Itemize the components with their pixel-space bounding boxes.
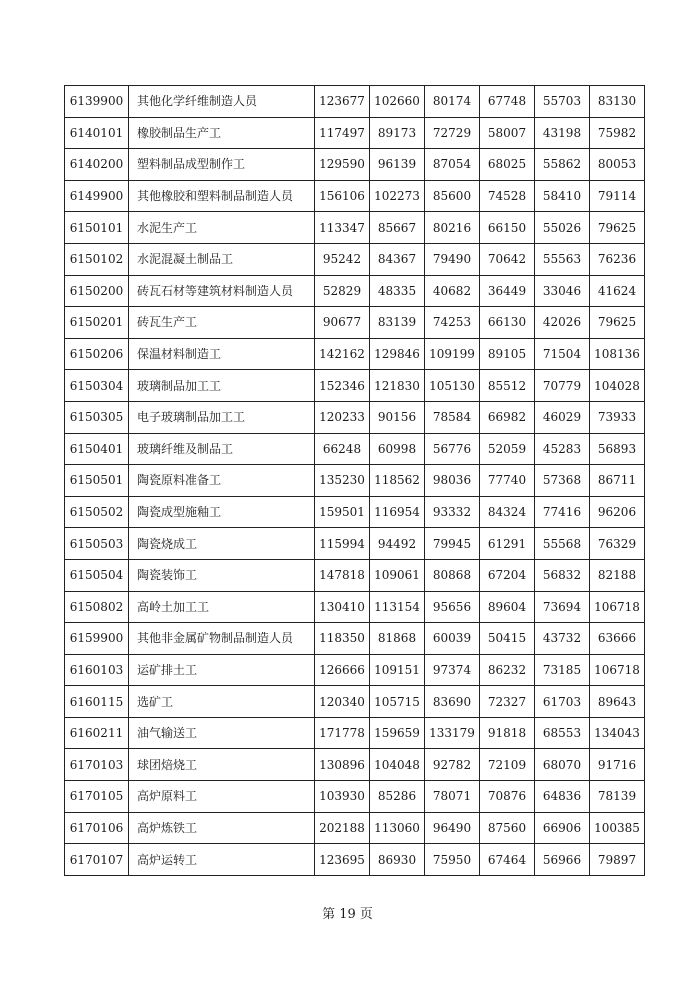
wage-value-cell: 70642 bbox=[480, 243, 535, 275]
wage-value-cell: 109199 bbox=[425, 338, 480, 370]
wage-value-cell: 52059 bbox=[480, 433, 535, 465]
wage-value-cell: 79945 bbox=[425, 528, 480, 560]
wage-value-cell: 159659 bbox=[370, 717, 425, 749]
occupation-name-cell: 其他化学纤维制造人员 bbox=[129, 86, 315, 118]
wage-value-cell: 89173 bbox=[370, 117, 425, 149]
wage-value-cell: 55026 bbox=[535, 212, 590, 244]
occupation-code-cell: 6150401 bbox=[65, 433, 129, 465]
wage-value-cell: 58410 bbox=[535, 180, 590, 212]
wage-value-cell: 50415 bbox=[480, 623, 535, 655]
wage-value-cell: 80868 bbox=[425, 559, 480, 591]
wage-value-cell: 130896 bbox=[315, 749, 370, 781]
occupation-name-cell: 运矿排土工 bbox=[129, 654, 315, 686]
wage-value-cell: 93332 bbox=[425, 496, 480, 528]
wage-value-cell: 70876 bbox=[480, 781, 535, 813]
wage-value-cell: 156106 bbox=[315, 180, 370, 212]
occupation-name-cell: 水泥生产工 bbox=[129, 212, 315, 244]
occupation-name-cell: 其他橡胶和塑料制品制造人员 bbox=[129, 180, 315, 212]
wage-value-cell: 40682 bbox=[425, 275, 480, 307]
occupation-code-cell: 6150101 bbox=[65, 212, 129, 244]
wage-value-cell: 80216 bbox=[425, 212, 480, 244]
wage-value-cell: 95242 bbox=[315, 243, 370, 275]
occupation-name-cell: 玻璃制品加工工 bbox=[129, 370, 315, 402]
wage-value-cell: 84324 bbox=[480, 496, 535, 528]
wage-value-cell: 106718 bbox=[590, 591, 645, 623]
table-row bbox=[65, 180, 645, 212]
wage-value-cell: 100385 bbox=[590, 812, 645, 844]
wage-value-cell: 171778 bbox=[315, 717, 370, 749]
wage-value-cell: 82188 bbox=[590, 559, 645, 591]
occupation-code-cell: 6150504 bbox=[65, 559, 129, 591]
wage-value-cell: 142162 bbox=[315, 338, 370, 370]
wage-value-cell: 117497 bbox=[315, 117, 370, 149]
table-row bbox=[65, 749, 645, 781]
occupation-name-cell: 高炉原料工 bbox=[129, 781, 315, 813]
occupation-code-cell: 6150201 bbox=[65, 307, 129, 339]
wage-value-cell: 68553 bbox=[535, 717, 590, 749]
occupation-code-cell: 6160211 bbox=[65, 717, 129, 749]
wage-value-cell: 57368 bbox=[535, 465, 590, 497]
occupation-name-cell: 高岭土加工工 bbox=[129, 591, 315, 623]
wage-value-cell: 68070 bbox=[535, 749, 590, 781]
wage-value-cell: 85286 bbox=[370, 781, 425, 813]
occupation-name-cell: 玻璃纤维及制品工 bbox=[129, 433, 315, 465]
occupation-code-cell: 6139900 bbox=[65, 86, 129, 118]
wage-value-cell: 89643 bbox=[590, 686, 645, 718]
wage-value-cell: 61703 bbox=[535, 686, 590, 718]
wage-value-cell: 80174 bbox=[425, 86, 480, 118]
occupation-name-cell: 塑料制品成型制作工 bbox=[129, 149, 315, 181]
wage-value-cell: 86930 bbox=[370, 844, 425, 876]
wage-value-cell: 80053 bbox=[590, 149, 645, 181]
wage-value-cell: 58007 bbox=[480, 117, 535, 149]
wage-value-cell: 90156 bbox=[370, 401, 425, 433]
wage-value-cell: 67464 bbox=[480, 844, 535, 876]
wage-value-cell: 94492 bbox=[370, 528, 425, 560]
occupation-name-cell: 电子玻璃制品加工工 bbox=[129, 401, 315, 433]
wage-value-cell: 75982 bbox=[590, 117, 645, 149]
wage-value-cell: 96490 bbox=[425, 812, 480, 844]
wage-value-cell: 73933 bbox=[590, 401, 645, 433]
wage-value-cell: 84367 bbox=[370, 243, 425, 275]
wage-value-cell: 91818 bbox=[480, 717, 535, 749]
wage-value-cell: 121830 bbox=[370, 370, 425, 402]
wage-value-cell: 78071 bbox=[425, 781, 480, 813]
wage-value-cell: 85512 bbox=[480, 370, 535, 402]
wage-value-cell: 86232 bbox=[480, 654, 535, 686]
wage-value-cell: 83139 bbox=[370, 307, 425, 339]
wage-value-cell: 109151 bbox=[370, 654, 425, 686]
wage-value-cell: 43198 bbox=[535, 117, 590, 149]
wage-value-cell: 60998 bbox=[370, 433, 425, 465]
wage-value-cell: 96139 bbox=[370, 149, 425, 181]
wage-value-cell: 79490 bbox=[425, 243, 480, 275]
occupation-name-cell: 保温材料制造工 bbox=[129, 338, 315, 370]
wage-value-cell: 79114 bbox=[590, 180, 645, 212]
wage-value-cell: 95656 bbox=[425, 591, 480, 623]
wage-value-cell: 76236 bbox=[590, 243, 645, 275]
wage-value-cell: 70779 bbox=[535, 370, 590, 402]
table-row bbox=[65, 117, 645, 149]
wage-value-cell: 92782 bbox=[425, 749, 480, 781]
wage-value-cell: 64836 bbox=[535, 781, 590, 813]
wage-value-cell: 135230 bbox=[315, 465, 370, 497]
wage-value-cell: 129590 bbox=[315, 149, 370, 181]
occupation-name-cell: 高炉炼铁工 bbox=[129, 812, 315, 844]
wage-value-cell: 118350 bbox=[315, 623, 370, 655]
wage-value-cell: 87560 bbox=[480, 812, 535, 844]
wage-value-cell: 123677 bbox=[315, 86, 370, 118]
wage-value-cell: 74528 bbox=[480, 180, 535, 212]
occupation-code-cell: 6170106 bbox=[65, 812, 129, 844]
occupation-name-cell: 其他非金属矿物制品制造人员 bbox=[129, 623, 315, 655]
wage-value-cell: 85667 bbox=[370, 212, 425, 244]
wage-value-cell: 55563 bbox=[535, 243, 590, 275]
wage-value-cell: 63666 bbox=[590, 623, 645, 655]
wage-value-cell: 43732 bbox=[535, 623, 590, 655]
occupation-code-cell: 6149900 bbox=[65, 180, 129, 212]
wage-value-cell: 76329 bbox=[590, 528, 645, 560]
occupation-name-cell: 陶瓷装饰工 bbox=[129, 559, 315, 591]
occupation-name-cell: 陶瓷原料准备工 bbox=[129, 465, 315, 497]
wage-value-cell: 152346 bbox=[315, 370, 370, 402]
wage-value-cell: 33046 bbox=[535, 275, 590, 307]
wage-value-cell: 85600 bbox=[425, 180, 480, 212]
wage-value-cell: 45283 bbox=[535, 433, 590, 465]
wage-value-cell: 113060 bbox=[370, 812, 425, 844]
table-row bbox=[65, 307, 645, 339]
wage-value-cell: 91716 bbox=[590, 749, 645, 781]
wage-value-cell: 41624 bbox=[590, 275, 645, 307]
wage-table bbox=[64, 85, 645, 876]
occupation-code-cell: 6170105 bbox=[65, 781, 129, 813]
wage-value-cell: 42026 bbox=[535, 307, 590, 339]
wage-value-cell: 102660 bbox=[370, 86, 425, 118]
wage-value-cell: 56893 bbox=[590, 433, 645, 465]
table-row bbox=[65, 623, 645, 655]
wage-value-cell: 133179 bbox=[425, 717, 480, 749]
table-row bbox=[65, 401, 645, 433]
occupation-code-cell: 6170103 bbox=[65, 749, 129, 781]
wage-value-cell: 123695 bbox=[315, 844, 370, 876]
occupation-code-cell: 6160115 bbox=[65, 686, 129, 718]
occupation-code-cell: 6150305 bbox=[65, 401, 129, 433]
wage-value-cell: 89105 bbox=[480, 338, 535, 370]
occupation-name-cell: 水泥混凝土制品工 bbox=[129, 243, 315, 275]
table-row bbox=[65, 781, 645, 813]
wage-value-cell: 120233 bbox=[315, 401, 370, 433]
occupation-name-cell: 砖瓦石材等建筑材料制造人员 bbox=[129, 275, 315, 307]
wage-value-cell: 89604 bbox=[480, 591, 535, 623]
wage-value-cell: 67748 bbox=[480, 86, 535, 118]
wage-value-cell: 118562 bbox=[370, 465, 425, 497]
wage-value-cell: 66982 bbox=[480, 401, 535, 433]
wage-value-cell: 106718 bbox=[590, 654, 645, 686]
table-row bbox=[65, 844, 645, 876]
wage-value-cell: 61291 bbox=[480, 528, 535, 560]
wage-value-cell: 55568 bbox=[535, 528, 590, 560]
wage-value-cell: 78584 bbox=[425, 401, 480, 433]
wage-value-cell: 115994 bbox=[315, 528, 370, 560]
wage-value-cell: 77416 bbox=[535, 496, 590, 528]
wage-value-cell: 108136 bbox=[590, 338, 645, 370]
occupation-code-cell: 6159900 bbox=[65, 623, 129, 655]
table-row bbox=[65, 338, 645, 370]
occupation-name-cell: 高炉运转工 bbox=[129, 844, 315, 876]
wage-value-cell: 66906 bbox=[535, 812, 590, 844]
wage-value-cell: 73694 bbox=[535, 591, 590, 623]
table-row bbox=[65, 243, 645, 275]
wage-value-cell: 78139 bbox=[590, 781, 645, 813]
wage-value-cell: 81868 bbox=[370, 623, 425, 655]
occupation-name-cell: 球团焙烧工 bbox=[129, 749, 315, 781]
wage-value-cell: 56966 bbox=[535, 844, 590, 876]
wage-value-cell: 120340 bbox=[315, 686, 370, 718]
occupation-code-cell: 6150102 bbox=[65, 243, 129, 275]
table-row bbox=[65, 559, 645, 591]
occupation-code-cell: 6160103 bbox=[65, 654, 129, 686]
wage-value-cell: 134043 bbox=[590, 717, 645, 749]
wage-value-cell: 97374 bbox=[425, 654, 480, 686]
occupation-code-cell: 6150503 bbox=[65, 528, 129, 560]
occupation-code-cell: 6150802 bbox=[65, 591, 129, 623]
occupation-code-cell: 6170107 bbox=[65, 844, 129, 876]
table-row bbox=[65, 212, 645, 244]
occupation-name-cell: 陶瓷成型施釉工 bbox=[129, 496, 315, 528]
occupation-code-cell: 6150304 bbox=[65, 370, 129, 402]
wage-value-cell: 98036 bbox=[425, 465, 480, 497]
wage-value-cell: 113154 bbox=[370, 591, 425, 623]
wage-value-cell: 66130 bbox=[480, 307, 535, 339]
table-row bbox=[65, 433, 645, 465]
table-row bbox=[65, 717, 645, 749]
wage-value-cell: 126666 bbox=[315, 654, 370, 686]
wage-value-cell: 90677 bbox=[315, 307, 370, 339]
wage-value-cell: 48335 bbox=[370, 275, 425, 307]
occupation-name-cell: 油气输送工 bbox=[129, 717, 315, 749]
table-body bbox=[65, 86, 645, 876]
wage-value-cell: 60039 bbox=[425, 623, 480, 655]
table-row bbox=[65, 654, 645, 686]
wage-value-cell: 83130 bbox=[590, 86, 645, 118]
wage-value-cell: 113347 bbox=[315, 212, 370, 244]
table-row bbox=[65, 591, 645, 623]
table-row bbox=[65, 496, 645, 528]
wage-value-cell: 79897 bbox=[590, 844, 645, 876]
table-row bbox=[65, 528, 645, 560]
wage-value-cell: 66248 bbox=[315, 433, 370, 465]
wage-value-cell: 72109 bbox=[480, 749, 535, 781]
wage-value-cell: 77740 bbox=[480, 465, 535, 497]
wage-value-cell: 75950 bbox=[425, 844, 480, 876]
wage-value-cell: 72729 bbox=[425, 117, 480, 149]
wage-value-cell: 102273 bbox=[370, 180, 425, 212]
wage-value-cell: 87054 bbox=[425, 149, 480, 181]
wage-value-cell: 72327 bbox=[480, 686, 535, 718]
table-row bbox=[65, 812, 645, 844]
occupation-code-cell: 6150206 bbox=[65, 338, 129, 370]
wage-value-cell: 96206 bbox=[590, 496, 645, 528]
wage-value-cell: 159501 bbox=[315, 496, 370, 528]
occupation-code-cell: 6140101 bbox=[65, 117, 129, 149]
wage-value-cell: 147818 bbox=[315, 559, 370, 591]
occupation-name-cell: 陶瓷烧成工 bbox=[129, 528, 315, 560]
wage-value-cell: 109061 bbox=[370, 559, 425, 591]
wage-value-cell: 103930 bbox=[315, 781, 370, 813]
wage-value-cell: 67204 bbox=[480, 559, 535, 591]
table-row bbox=[65, 370, 645, 402]
occupation-code-cell: 6150502 bbox=[65, 496, 129, 528]
occupation-name-cell: 橡胶制品生产工 bbox=[129, 117, 315, 149]
wage-value-cell: 105715 bbox=[370, 686, 425, 718]
wage-value-cell: 36449 bbox=[480, 275, 535, 307]
wage-value-cell: 71504 bbox=[535, 338, 590, 370]
wage-value-cell: 104048 bbox=[370, 749, 425, 781]
wage-value-cell: 56776 bbox=[425, 433, 480, 465]
wage-value-cell: 116954 bbox=[370, 496, 425, 528]
table-row bbox=[65, 686, 645, 718]
occupation-code-cell: 6150200 bbox=[65, 275, 129, 307]
wage-value-cell: 66150 bbox=[480, 212, 535, 244]
wage-value-cell: 83690 bbox=[425, 686, 480, 718]
wage-value-cell: 55703 bbox=[535, 86, 590, 118]
wage-value-cell: 46029 bbox=[535, 401, 590, 433]
wage-value-cell: 104028 bbox=[590, 370, 645, 402]
wage-value-cell: 130410 bbox=[315, 591, 370, 623]
wage-value-cell: 55862 bbox=[535, 149, 590, 181]
wage-value-cell: 202188 bbox=[315, 812, 370, 844]
occupation-name-cell: 选矿工 bbox=[129, 686, 315, 718]
wage-value-cell: 129846 bbox=[370, 338, 425, 370]
wage-value-cell: 68025 bbox=[480, 149, 535, 181]
page-number: 第 19 页 bbox=[322, 907, 373, 922]
wage-value-cell: 74253 bbox=[425, 307, 480, 339]
table-row bbox=[65, 465, 645, 497]
occupation-code-cell: 6140200 bbox=[65, 149, 129, 181]
wage-value-cell: 105130 bbox=[425, 370, 480, 402]
wage-value-cell: 52829 bbox=[315, 275, 370, 307]
table-row bbox=[65, 149, 645, 181]
table-row bbox=[65, 275, 645, 307]
occupation-name-cell: 砖瓦生产工 bbox=[129, 307, 315, 339]
wage-value-cell: 79625 bbox=[590, 212, 645, 244]
wage-value-cell: 73185 bbox=[535, 654, 590, 686]
wage-value-cell: 56832 bbox=[535, 559, 590, 591]
wage-value-cell: 86711 bbox=[590, 465, 645, 497]
occupation-code-cell: 6150501 bbox=[65, 465, 129, 497]
table-row bbox=[65, 86, 645, 118]
wage-value-cell: 79625 bbox=[590, 307, 645, 339]
